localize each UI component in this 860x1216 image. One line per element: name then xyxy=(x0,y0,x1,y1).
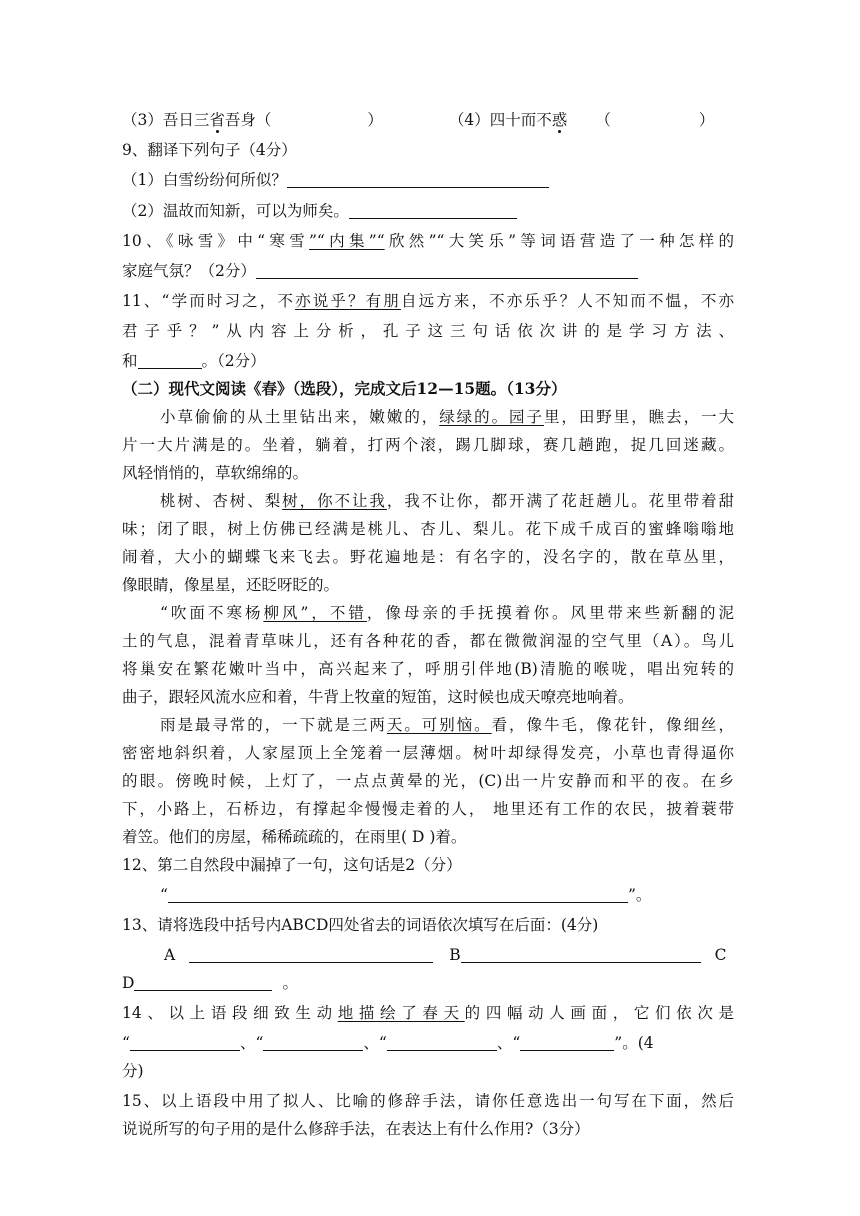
q14-blank-1[interactable] xyxy=(130,1032,240,1051)
passage-p3-line-4: 曲子，跟轻风流水应和着，牛背上牧童的短笛，这时候也成天嘹亮地响着。 xyxy=(122,688,634,706)
q14-answers: “ 、“ 、“ 、“ ”。(4 xyxy=(122,1034,654,1052)
passage-p3-line-2: 土的气息，混着青草味儿，还有各种花的香，都在微微润湿的空气里（A）。鸟儿 xyxy=(122,632,734,650)
q9-answer-blank-1[interactable] xyxy=(287,169,549,188)
passage-p4-line-4: 下，小路上，石桥边，有撑起伞慢慢走着的人， 地里还有工作的农民，披着蓑带 xyxy=(122,800,734,818)
q13-label-b: B xyxy=(449,946,461,964)
q9-sentence-2: （2）温故而知新，可以为师矣。 xyxy=(122,197,734,225)
q11-answer-blank[interactable] xyxy=(138,350,202,369)
q13-answers-abc xyxy=(122,941,734,969)
q8-item4-close: ） xyxy=(698,111,715,129)
q14-blank-3[interactable] xyxy=(387,1032,497,1051)
passage-p4-line-1: 雨是最寻常的，一下就是三两天。可别恼。看，像牛毛，像花针，像细丝， xyxy=(160,716,734,734)
q13-label-d: D xyxy=(122,974,135,992)
passage-p1-line-3: 风轻悄悄的，草软绵绵的。 xyxy=(122,464,309,482)
q13-blank-d[interactable] xyxy=(134,972,272,991)
q8-item4-open: （ xyxy=(595,111,611,129)
passage-p4-line-3: 的眼。傍晚时候，上灯了，一点点黄晕的光，(C)出一片安静而和平的夜。在乡 xyxy=(122,772,734,790)
q13-blank-a[interactable] xyxy=(189,944,433,963)
passage-p1-line-2: 片一大片满是的。坐着，躺着，打两个滚，踢几脚球，赛几趟跑，捉几回迷藏。 xyxy=(122,436,734,454)
q12-answer-blank[interactable] xyxy=(168,884,628,903)
passage-p2-line-3: 闹着，大小的蝴蝶飞来飞去。野花遍地是：有名字的，没名字的，散在草丛里， xyxy=(122,548,734,566)
q8-item3: （3）吾日三省吾身（ xyxy=(122,111,272,129)
passage-p3-line-3: 将巢安在繁花嫩叶当中，高兴起来了，呼朋引伴地(B)清脆的喉咙，唱出宛转的 xyxy=(122,660,734,678)
q15-line-2: 说说所写的句子用的是什么修辞手法，在表达上有什么作用?（3分） xyxy=(122,1120,590,1138)
passage-p2-line-1: 桃树、杏树、梨树，你不让我，我不让你，都开满了花赶趟儿。花里带着甜 xyxy=(160,492,734,510)
q8-item3-close: ） xyxy=(367,111,383,129)
q12-title: 12、第二自然段中漏掉了一句，这句话是2（分） xyxy=(122,856,462,874)
passage-p4-line-2: 密密地斜织着，人家屋顶上全笼着一层薄烟。树叶却绿得发亮，小草也青得逼你 xyxy=(122,744,734,762)
q13-answer-d: D 。 xyxy=(122,974,298,992)
passage-p4-line-5: 着笠。他们的房屋，稀稀疏疏的，在雨里( D )着。 xyxy=(122,828,467,846)
q9-answer-blank-2[interactable] xyxy=(349,200,517,219)
q13-title: 13、请将选段中括号内ABCD四处省去的词语依次填写在后面：(4分) xyxy=(122,916,599,934)
q13-label-c: C xyxy=(714,946,727,964)
q9-title: 9、翻译下列句子（4分） xyxy=(122,141,297,159)
q10-line-2: 家庭气氛？（2分） xyxy=(122,257,734,285)
passage-p2-line-4: 像眼睛，像星星，还眨呀眨的。 xyxy=(122,576,340,594)
q10-answer-blank[interactable] xyxy=(256,260,638,279)
q8-line xyxy=(122,106,734,134)
q11-line-2: 君子乎？”从内容上分析，孔子这三句话依次讲的是学习方法、 xyxy=(122,322,734,340)
q14-line-1: 14、以上语段细致生动地描绘了春天的四幅动人画面，它们依次是 xyxy=(122,1004,734,1022)
q15-line-1: 15、以上语段中用了拟人、比喻的修辞手法，请你任意选出一句写在下面，然后 xyxy=(122,1092,734,1110)
q8-item4: （4）四十而不惑 xyxy=(448,111,568,129)
q14-blank-4[interactable] xyxy=(520,1032,614,1051)
section-heading: （二）现代文阅读《春》（选段），完成文后12—15题。（13分） xyxy=(122,379,567,398)
q11-line-3: 和 。（2分） xyxy=(122,352,266,370)
q13-label-a: A xyxy=(164,946,176,964)
q12-answer-line: “ ”。 xyxy=(160,886,652,904)
q9-sentence-1: （1）白雪纷纷何所似？ xyxy=(122,166,734,194)
q11-line-1: 11、“学而时习之，不亦说乎？有朋自远方来，不亦乐乎？人不知而不愠，不亦 xyxy=(122,292,734,310)
q10-line-1: 10、《咏雪》中“寒雪”“内集”“欣然”“大笑乐”等词语营造了一种怎样的 xyxy=(122,232,734,250)
q13-blank-b[interactable] xyxy=(461,944,701,963)
passage-p3-line-1: “吹面不寒杨柳风”，不错，像母亲的手抚摸着你。风里带来些新翻的泥 xyxy=(160,604,734,622)
passage-p1-line-1: 小草偷偷的从土里钻出来，嫩嫩的，绿绿的。园子里，田野里，瞧去，一大 xyxy=(160,408,734,426)
q14-blank-2[interactable] xyxy=(263,1032,363,1051)
passage-p2-line-2: 味；闭了眼，树上仿佛已经满是桃儿、杏儿、梨儿。花下成千成百的蜜蜂嗡嗡地 xyxy=(122,520,734,538)
q14-line-3: 分) xyxy=(122,1062,144,1080)
